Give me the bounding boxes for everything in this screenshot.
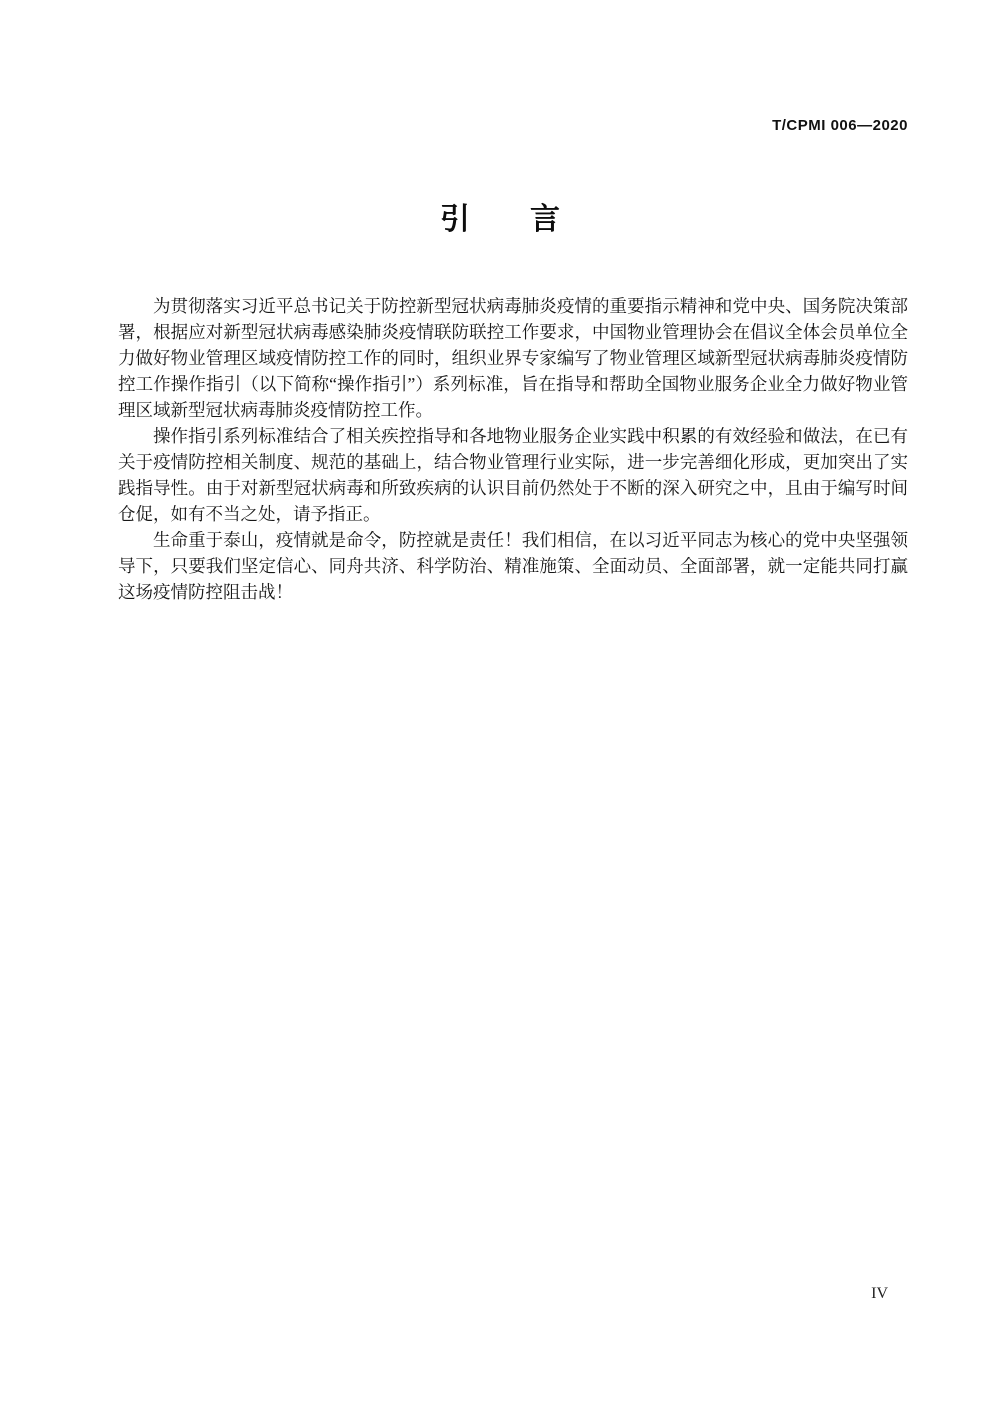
document-footer [871, 1285, 888, 1303]
standard-number: T/CPMI 006—2020 [772, 117, 908, 134]
page-number: IV [871, 1285, 888, 1302]
paragraph-2: 操作指引系列标准结合了相关疾控指导和各地物业服务企业实践中积累的有效经验和做法，在已有关于疫情防控相关制度、规范的基础上，结合物业管理行业实际，进一步完善细化形成，更加突出了实践指导性。由于对新型冠状病毒和所致疾病的认识目前仍然处于不断的深入研究之中，且由于编写时间仓促，如有不当之处，请予指正。 [118, 426, 908, 524]
paragraph-1: 为贯彻落实习近平总书记关于防控新型冠状病毒肺炎疫情的重要指示精神和党中央、国务院决策部署，根据应对新型冠状病毒感染肺炎疫情联防联控工作要求，中国物业管理协会在倡议全体会员单位全力做好物业管理区域疫情防控工作的同时，组织业界专家编写了物业管理区域新型冠状病毒肺炎疫情防控工作操作指引（以下简称“操作指引”）系列标准，旨在指导和帮助全国物业服务企业全力做好物业管理区域新型冠状病毒肺炎疫情防控工作。 [118, 296, 908, 420]
document-header [772, 117, 908, 134]
page-title: 引 言 [440, 203, 560, 236]
paragraph-3: 生命重于泰山，疫情就是命令，防控就是责任！我们相信，在以习近平同志为核心的党中央坚强领导下，只要我们坚定信心、同舟共济、科学防治、精准施策、全面动员、全面部署，就一定能共同打赢这场疫情防控阻击战！ [118, 530, 908, 602]
document-body [118, 293, 908, 605]
